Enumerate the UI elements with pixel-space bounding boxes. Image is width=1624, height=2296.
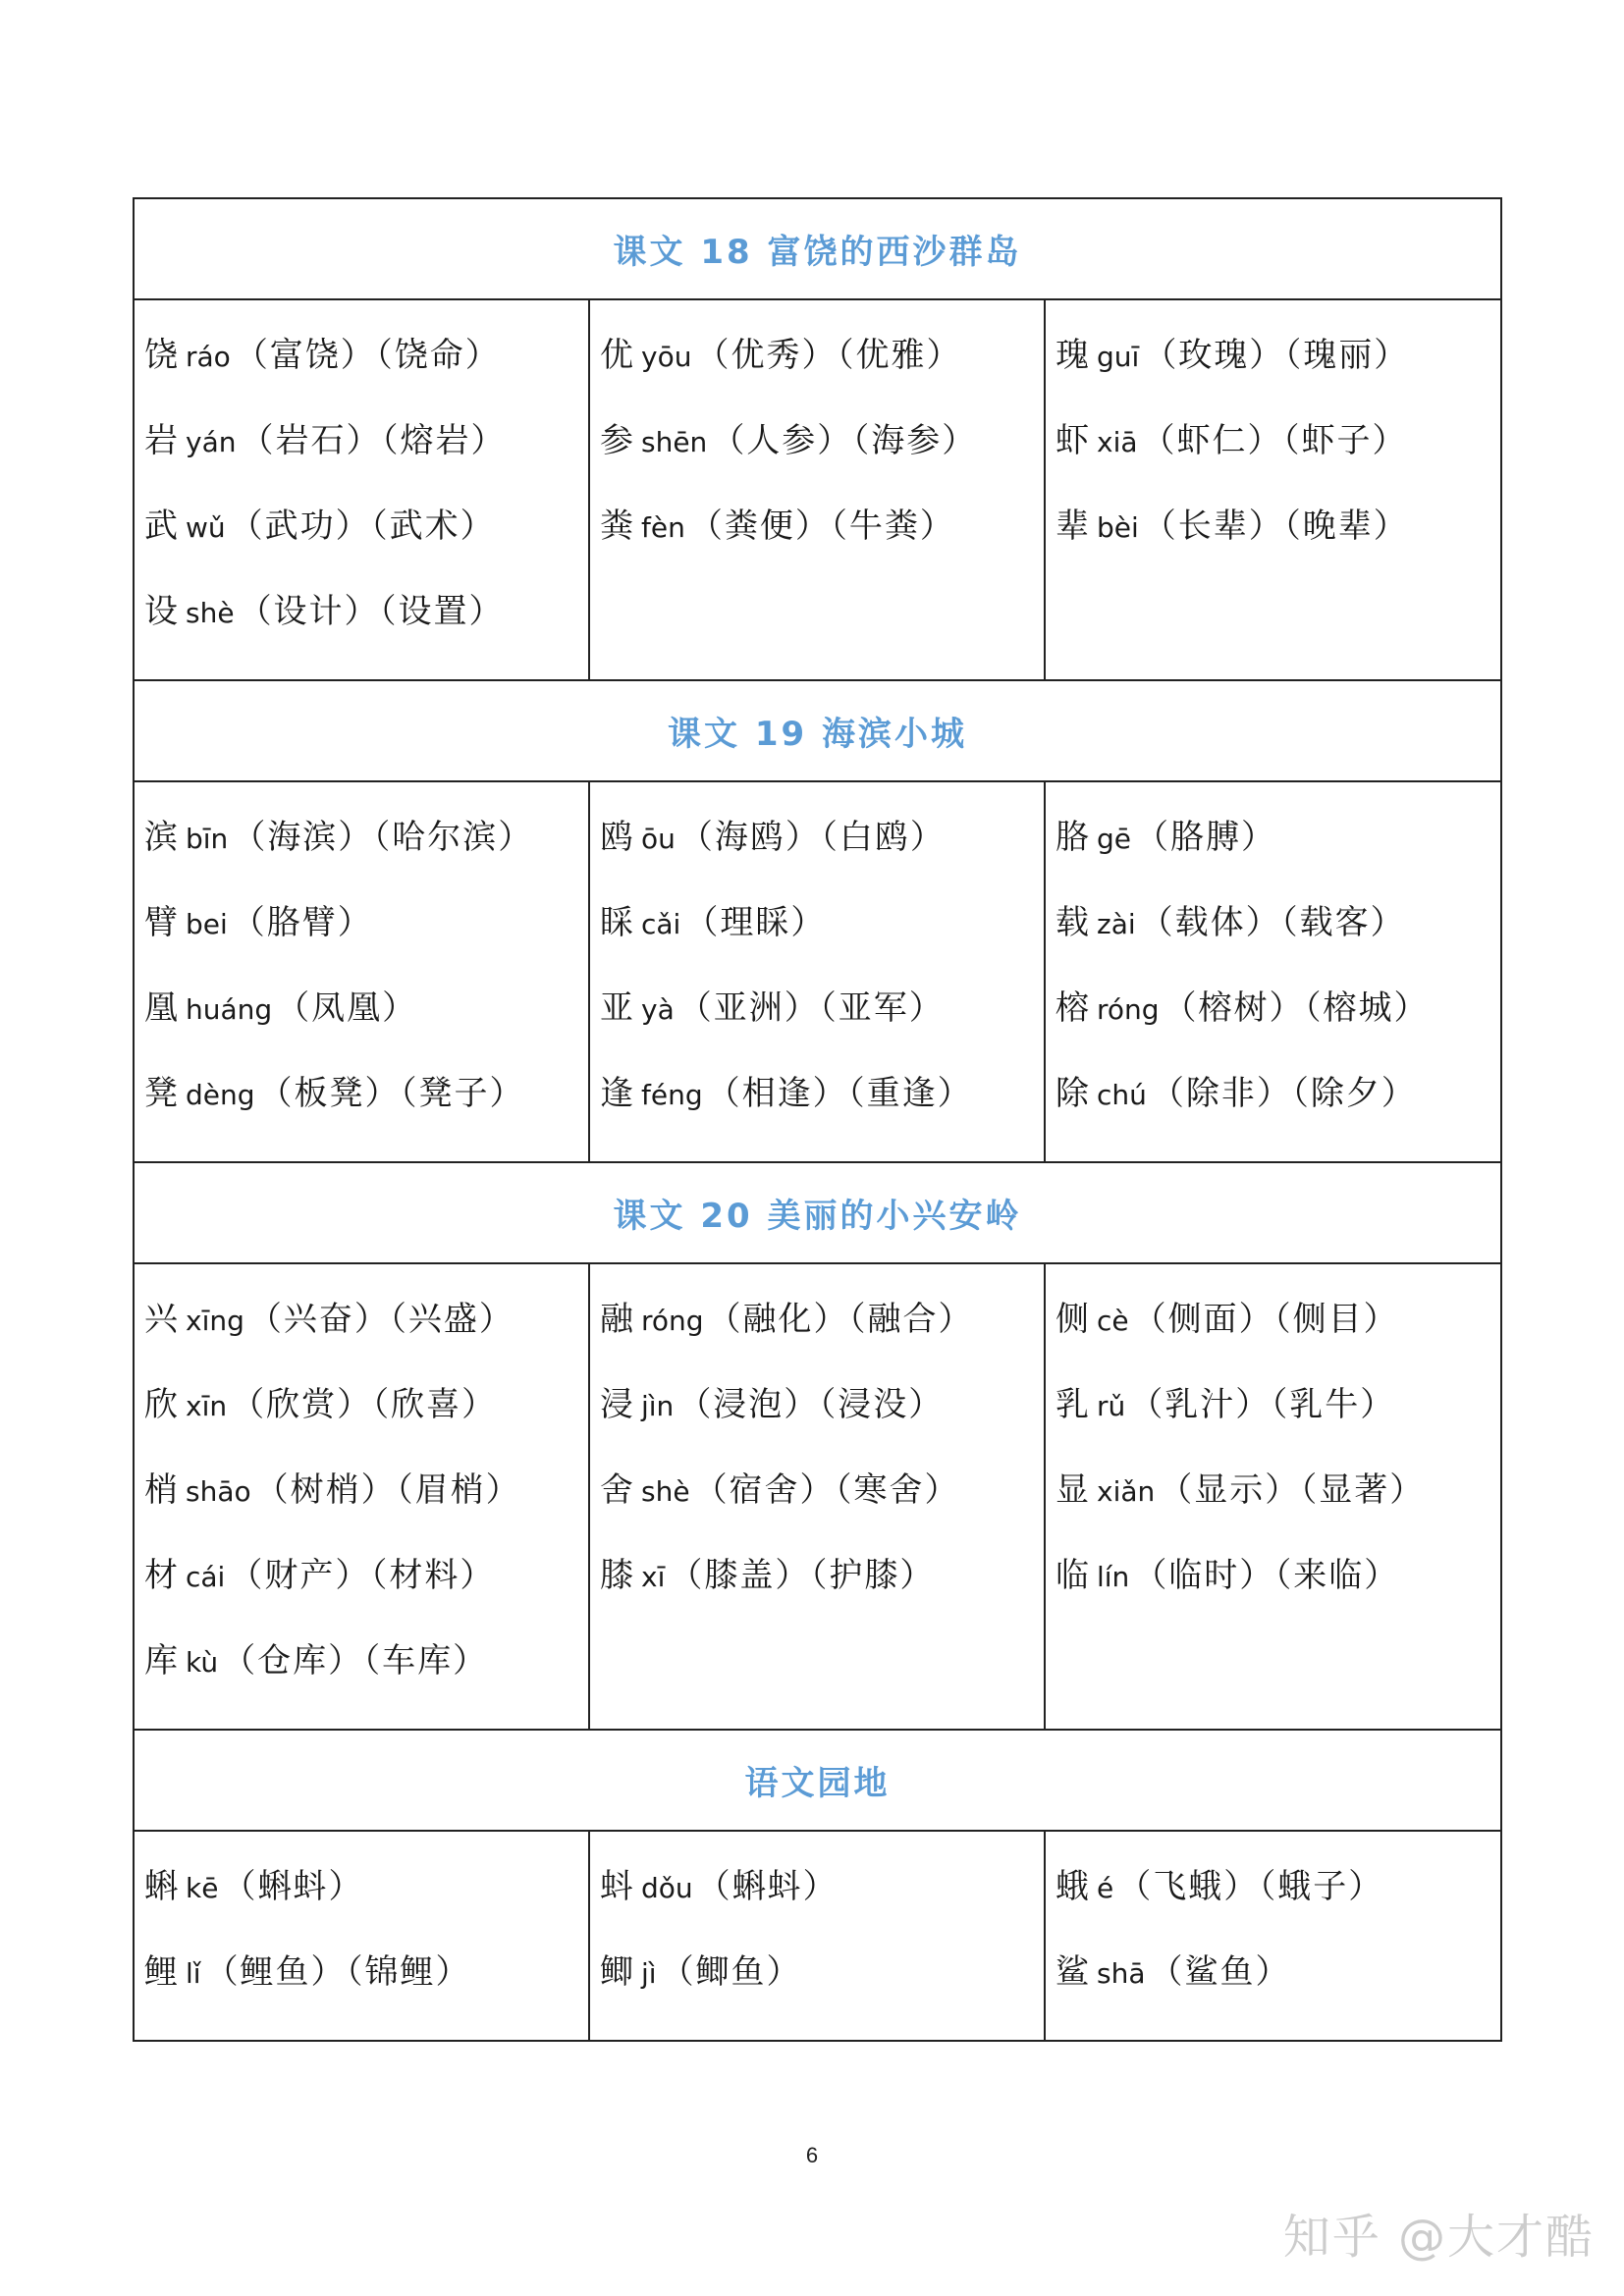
vocab-words: （除非）（除夕）: [1150, 1074, 1417, 1113]
vocab-character: 显: [1056, 1470, 1091, 1510]
vocab-pinyin: shā: [1097, 1957, 1146, 1990]
vocab-character: 乳: [1056, 1385, 1091, 1424]
vocab-character: 蛾: [1056, 1867, 1091, 1906]
vocab-words: （优秀）（优雅）: [695, 336, 962, 375]
vocab-words: （浸泡）（浸没）: [677, 1385, 945, 1424]
vocab-entry: [1056, 1857, 1500, 1943]
section-title: 课文 20 美丽的小兴安岭: [134, 1162, 1501, 1263]
vocab-entry: [1056, 1064, 1500, 1149]
vocab-entry: [144, 1461, 588, 1546]
vocab-pinyin: shè: [186, 597, 235, 629]
vocab-entry: [144, 893, 588, 979]
vocab-words: （树梢）（眉梢）: [254, 1470, 521, 1510]
vocab-words: （膝盖）（护膝）: [669, 1556, 936, 1595]
vocab-words: （虾仁）（虾子）: [1141, 421, 1408, 460]
vocab-entry: [600, 497, 1044, 582]
vocab-pinyin: kē: [186, 1872, 219, 1904]
watermark: 知乎 @大才酷: [1282, 2210, 1595, 2265]
vocab-character: 臂: [144, 903, 180, 942]
vocab-words: （显示）（显著）: [1159, 1470, 1426, 1510]
vocab-entry: [1056, 1375, 1500, 1461]
vocab-words: （蝌蚪）: [696, 1867, 839, 1906]
vocab-pinyin: féng: [641, 1079, 703, 1111]
vocab-pinyin: xiǎn: [1097, 1475, 1156, 1508]
vocab-cell: [589, 1263, 1045, 1730]
vocab-entry: [600, 979, 1044, 1064]
vocab-words: （武功）（武术）: [229, 507, 496, 546]
vocab-entry: [144, 808, 588, 893]
vocab-pinyin: kù: [186, 1646, 219, 1679]
vocab-pinyin: ráo: [186, 341, 231, 373]
vocab-pinyin: cái: [186, 1561, 226, 1593]
vocab-entry: [1056, 326, 1500, 411]
vocab-cell: [134, 299, 589, 680]
vocab-words: （岩石）（熔岩）: [240, 421, 507, 460]
vocab-words: （富饶）（饶命）: [234, 336, 501, 375]
vocab-words: （乳汁）（乳牛）: [1129, 1385, 1396, 1424]
vocab-entry: [1056, 979, 1500, 1064]
vocab-words: （粪便）（牛粪）: [688, 507, 955, 546]
vocab-character: 睬: [600, 903, 635, 942]
vocab-words: （临时）（来临）: [1133, 1556, 1400, 1595]
section-title: 课文 19 海滨小城: [134, 680, 1501, 781]
vocab-pinyin: dǒu: [641, 1872, 693, 1904]
vocab-words: （相逢）（重逢）: [706, 1074, 973, 1113]
vocab-character: 瑰: [1056, 336, 1091, 375]
vocab-entry: [600, 1546, 1044, 1631]
vocab-character: 膝: [600, 1556, 635, 1595]
vocab-character: 融: [600, 1300, 635, 1339]
vocab-cell: [1045, 781, 1501, 1162]
vocab-entry: [144, 1546, 588, 1631]
vocab-entry: [600, 893, 1044, 979]
vocab-character: 舍: [600, 1470, 635, 1510]
vocab-entry: [144, 1857, 588, 1943]
vocab-pinyin: é: [1097, 1872, 1114, 1904]
vocab-words: （榕树）（榕城）: [1163, 988, 1430, 1028]
vocab-words: （蝌蚪）: [222, 1867, 364, 1906]
vocab-words: （仓库）（车库）: [222, 1641, 489, 1681]
vocab-pinyin: yà: [641, 993, 675, 1026]
vocab-entry: [1056, 1461, 1500, 1546]
vocab-cell: [134, 1263, 589, 1730]
vocab-entry: [600, 1375, 1044, 1461]
vocab-words: （鲤鱼）（锦鲤）: [204, 1952, 471, 1992]
vocab-words: （融化）（融合）: [707, 1300, 974, 1339]
vocabulary-table: [133, 197, 1502, 2042]
vocab-character: 浸: [600, 1385, 635, 1424]
vocab-words: （亚洲）（亚军）: [677, 988, 945, 1028]
vocab-pinyin: yōu: [641, 341, 692, 373]
vocab-character: 亚: [600, 988, 635, 1028]
vocab-character: 库: [144, 1641, 180, 1681]
vocab-entry: [144, 979, 588, 1064]
vocab-cell: [134, 1831, 589, 2041]
vocab-pinyin: zài: [1097, 908, 1136, 940]
vocab-character: 鲨: [1056, 1952, 1091, 1992]
vocab-character: 鲫: [600, 1952, 635, 1992]
vocab-character: 蚪: [600, 1867, 635, 1906]
vocab-character: 逢: [600, 1074, 635, 1113]
vocab-character: 饶: [144, 336, 180, 375]
vocab-character: 蝌: [144, 1867, 180, 1906]
vocab-pinyin: wǔ: [186, 511, 226, 544]
vocab-pinyin: bèi: [1097, 511, 1139, 544]
vocab-words: （长辈）（晚辈）: [1142, 507, 1409, 546]
vocab-character: 胳: [1056, 818, 1091, 857]
vocab-character: 滨: [144, 818, 180, 857]
vocab-entry: [144, 1631, 588, 1717]
vocab-words: （兴奋）（兴盛）: [247, 1300, 514, 1339]
vocab-character: 榕: [1056, 988, 1091, 1028]
vocab-entry: [1056, 1943, 1500, 2028]
vocab-entry: [1056, 893, 1500, 979]
vocab-entry: [1056, 808, 1500, 893]
vocab-character: 欣: [144, 1385, 180, 1424]
vocab-character: 除: [1056, 1074, 1091, 1113]
vocab-pinyin: yán: [186, 426, 237, 458]
vocab-entry: [600, 326, 1044, 411]
vocab-pinyin: róng: [641, 1305, 704, 1337]
section-title: 语文园地: [134, 1730, 1501, 1831]
vocab-cell: [1045, 299, 1501, 680]
vocab-words: （鲨鱼）: [1149, 1952, 1291, 1992]
vocab-character: 梢: [144, 1470, 180, 1510]
vocab-words: （理睬）: [684, 903, 827, 942]
vocab-character: 鲤: [144, 1952, 180, 1992]
vocab-cell: [589, 781, 1045, 1162]
vocab-pinyin: lín: [1097, 1561, 1130, 1593]
vocab-cell: [1045, 1831, 1501, 2041]
vocab-words: （载体）（载客）: [1139, 903, 1406, 942]
vocab-pinyin: shēn: [641, 426, 708, 458]
vocab-pinyin: gē: [1097, 823, 1131, 855]
vocab-words: （飞蛾）（蛾子）: [1117, 1867, 1384, 1906]
vocab-words: （胳臂）: [231, 903, 373, 942]
vocab-pinyin: xīn: [186, 1390, 228, 1422]
vocab-pinyin: xiā: [1097, 426, 1138, 458]
vocab-pinyin: cè: [1097, 1305, 1129, 1337]
vocab-character: 载: [1056, 903, 1091, 942]
vocab-character: 材: [144, 1556, 180, 1595]
vocab-entry: [144, 411, 588, 497]
vocab-entry: [1056, 497, 1500, 582]
vocab-cell: [589, 1831, 1045, 2041]
vocab-character: 虾: [1056, 421, 1091, 460]
vocab-pinyin: shāo: [186, 1475, 251, 1508]
vocab-cell: [1045, 1263, 1501, 1730]
vocab-entry: [600, 1064, 1044, 1149]
vocab-words: （鲫鱼）: [660, 1952, 802, 1992]
vocab-entry: [144, 1064, 588, 1149]
vocab-words: （海滨）（哈尔滨）: [232, 818, 534, 857]
vocab-pinyin: bīn: [186, 823, 229, 855]
vocab-words: （财产）（材料）: [229, 1556, 496, 1595]
vocab-pinyin: jìn: [641, 1390, 675, 1422]
vocab-entry: [600, 411, 1044, 497]
vocab-words: （欣赏）（欣喜）: [231, 1385, 498, 1424]
vocab-words: （侧面）（侧目）: [1132, 1300, 1399, 1339]
vocab-words: （板凳）（凳子）: [258, 1074, 525, 1113]
vocab-pinyin: shè: [641, 1475, 690, 1508]
vocab-words: （玫瑰）（瑰丽）: [1143, 336, 1410, 375]
vocab-pinyin: huáng: [186, 993, 273, 1026]
vocab-pinyin: lǐ: [186, 1957, 201, 1990]
vocab-pinyin: cǎi: [641, 908, 681, 940]
vocab-entry: [144, 1943, 588, 2028]
vocab-character: 兴: [144, 1300, 180, 1339]
vocab-entry: [144, 497, 588, 582]
vocab-entry: [600, 1943, 1044, 2028]
section-title: 课文 18 富饶的西沙群岛: [134, 198, 1501, 299]
vocab-character: 设: [144, 592, 180, 631]
vocab-entry: [1056, 1546, 1500, 1631]
vocab-pinyin: ōu: [641, 823, 676, 855]
vocab-words: （胳膊）: [1135, 818, 1276, 857]
vocab-entry: [600, 1290, 1044, 1375]
vocab-entry: [144, 582, 588, 667]
page-number: 6: [805, 2143, 819, 2167]
vocab-words: （设计）（设置）: [238, 592, 505, 631]
vocab-pinyin: róng: [1097, 993, 1160, 1026]
vocab-pinyin: xīng: [186, 1305, 244, 1337]
vocab-entry: [600, 1461, 1044, 1546]
vocab-words: （宿舍）（寒舍）: [693, 1470, 960, 1510]
vocab-words: （凤凰）: [276, 988, 418, 1028]
vocab-entry: [600, 1857, 1044, 1943]
vocab-pinyin: jì: [641, 1957, 657, 1990]
vocab-words: （海鸥）（白鸥）: [678, 818, 946, 857]
vocab-character: 岩: [144, 421, 180, 460]
vocab-entry: [1056, 411, 1500, 497]
vocab-words: （人参）（海参）: [711, 421, 978, 460]
vocab-character: 粪: [600, 507, 635, 546]
vocab-entry: [144, 1375, 588, 1461]
vocab-character: 辈: [1056, 507, 1091, 546]
vocab-character: 侧: [1056, 1300, 1091, 1339]
vocab-entry: [600, 808, 1044, 893]
vocab-pinyin: guī: [1097, 341, 1140, 373]
vocab-character: 鸥: [600, 818, 635, 857]
vocab-cell: [589, 299, 1045, 680]
vocab-character: 参: [600, 421, 635, 460]
vocab-pinyin: rǔ: [1097, 1390, 1126, 1422]
vocab-character: 武: [144, 507, 180, 546]
vocab-character: 凳: [144, 1074, 180, 1113]
vocab-character: 临: [1056, 1556, 1091, 1595]
vocab-pinyin: chú: [1097, 1079, 1147, 1111]
vocab-pinyin: xī: [641, 1561, 666, 1593]
vocab-pinyin: fèn: [641, 511, 685, 544]
vocab-cell: [134, 781, 589, 1162]
vocab-pinyin: bei: [186, 908, 228, 940]
vocab-character: 凰: [144, 988, 180, 1028]
vocab-character: 优: [600, 336, 635, 375]
vocab-pinyin: dèng: [186, 1079, 255, 1111]
vocab-entry: [144, 1290, 588, 1375]
vocab-entry: [1056, 1290, 1500, 1375]
vocab-entry: [144, 326, 588, 411]
